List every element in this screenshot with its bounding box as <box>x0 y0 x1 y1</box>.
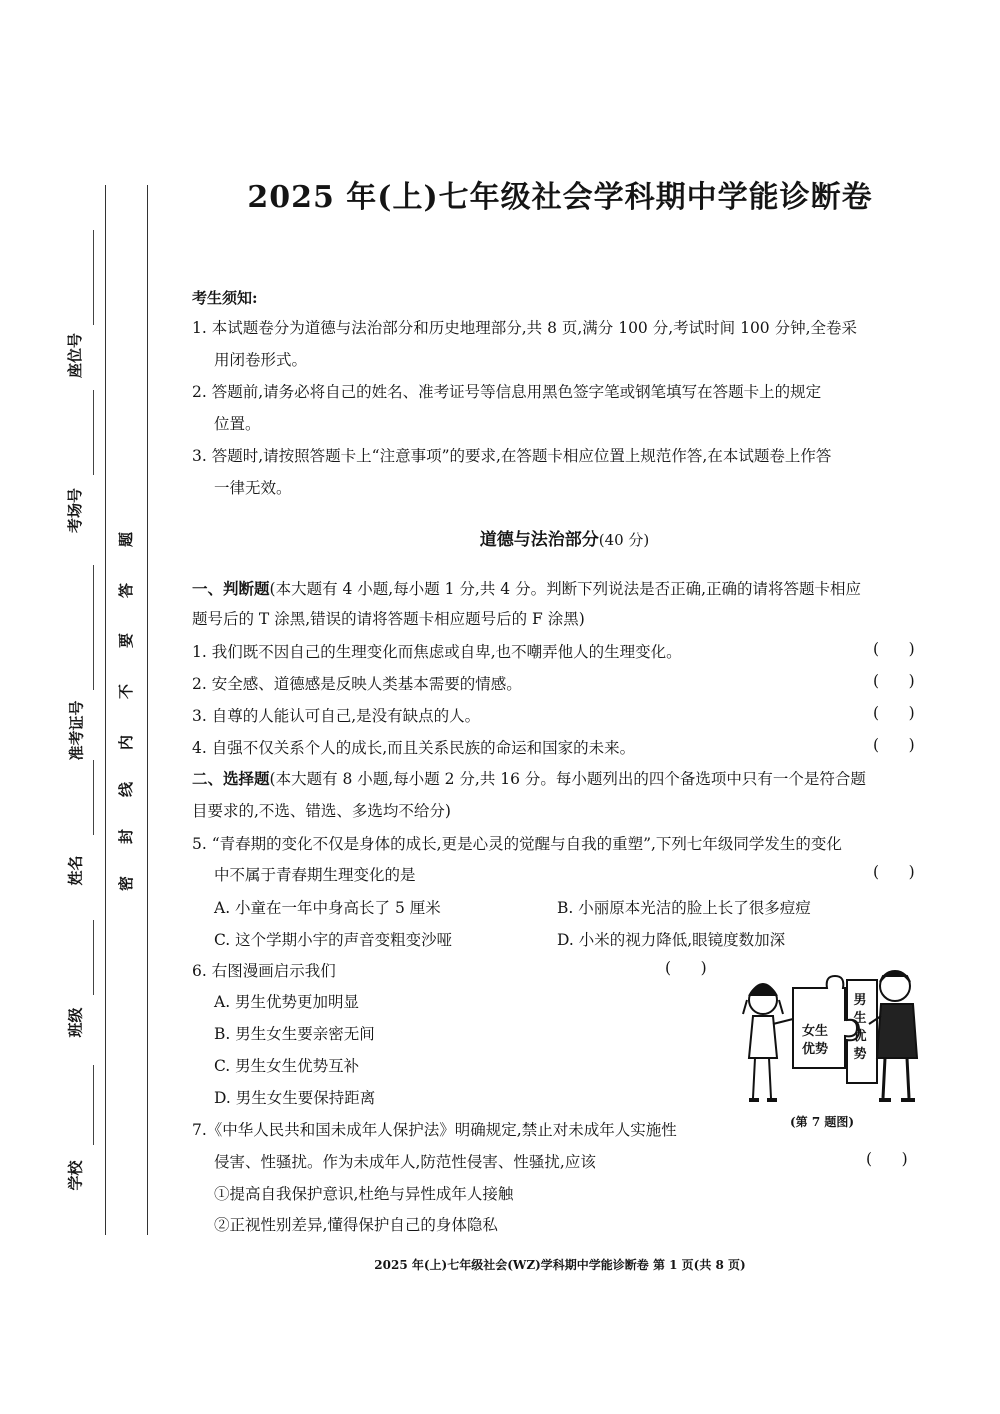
answer-bracket: ( ) <box>873 672 915 690</box>
notice-text: 3. 答题时,请按照答题卡上“注意事项”的要求,在答题卡相应位置上规范作答,在本试题卷上作答 <box>192 447 832 465</box>
notice-text: 2. 答题前,请务必将自己的姓名、准考证号等信息用黑色签字笔或钢笔填写在答题卡上的规定 <box>192 383 822 401</box>
question-7: 7.《中华人民共和国未成年人保护法》明确规定,禁止对未成年人实施性 <box>192 1121 677 1139</box>
boy-piece-text: 男 <box>853 993 867 1008</box>
class-label: 班级 <box>66 1007 85 1038</box>
answer-bracket: ( ) <box>873 640 915 658</box>
q5-option-a: A. 小童在一年中身高长了 5 厘米 <box>214 899 441 917</box>
section-name: 道德与法治部分 <box>479 530 599 550</box>
q5-option-b: B. 小丽原本光洁的脸上长了很多痘痘 <box>557 899 811 917</box>
notice-text: 一律无效。 <box>214 479 292 497</box>
ticket-label: 准考证号 <box>67 700 86 761</box>
boy-piece-label <box>849 992 871 1064</box>
question-6: 6. 右图漫画启示我们 <box>192 962 336 980</box>
boy-piece-text: 生 <box>853 1011 867 1026</box>
q6-option-d: D. 男生女生要保持距离 <box>214 1089 376 1107</box>
binding-line-inner <box>147 185 148 1235</box>
question-2: 2. 安全感、道德感是反映人类基本需要的情感。 <box>192 675 522 693</box>
girl-figure-icon <box>743 984 797 1100</box>
question-4: 4. 自强不仅关系个人的成长,而且关系民族的命运和国家的未来。 <box>192 739 636 757</box>
cartoon-caption: (第 7 题图) <box>790 1115 855 1129</box>
part1-heading: 一、判断题 <box>192 579 270 598</box>
question-1: 1. 我们既不因自己的生理变化而焦虑或自卑,也不嘲弄他人的生理变化。 <box>192 643 682 661</box>
binding-line-outer <box>105 185 106 1235</box>
school-fill-line <box>93 1065 94 1145</box>
part1-desc: (本大题有 4 小题,每小题 1 分,共 4 分。判断下列说法是否正确,正确的请将答题卡相应 <box>269 580 861 598</box>
section-title <box>192 525 937 550</box>
notice-heading: 考生须知: <box>192 289 258 307</box>
question-3: 3. 自尊的人能认可自己,是没有缺点的人。 <box>192 707 481 725</box>
q7-statement-2: ②正视性别差异,懂得保护自己的身体隐私 <box>214 1216 498 1234</box>
part2-desc-cont: 目要求的,不选、错选、多选均不给分) <box>192 802 451 820</box>
seal-text-char: 不 <box>117 683 136 700</box>
room-fill-line <box>93 390 94 475</box>
q5-option-d: D. 小米的视力降低,眼镜度数加深 <box>557 931 786 949</box>
name-fill-line <box>93 760 94 835</box>
boy-piece-text: 势 <box>853 1047 867 1062</box>
notice-text: 用闭卷形式。 <box>214 351 308 369</box>
part2-heading-line <box>192 767 866 789</box>
seal-text-char: 密 <box>117 875 136 892</box>
part2-heading: 二、选择题 <box>192 769 270 788</box>
seal-text-char: 封 <box>117 828 136 845</box>
notice-text: 1. 本试题卷分为道德与法治部分和历史地理部分,共 8 页,满分 100 分,考试时间 100 分钟,全卷采 <box>192 319 858 337</box>
q6-option-a: A. 男生优势更加明显 <box>214 993 360 1011</box>
name-label: 姓名 <box>66 855 85 886</box>
seal-text-char: 题 <box>117 531 136 548</box>
answer-bracket: ( ) <box>665 959 707 977</box>
girl-piece-text: 女生 <box>801 1024 828 1039</box>
answer-bracket: ( ) <box>873 736 915 754</box>
answer-bracket: ( ) <box>873 704 915 722</box>
seal-text-char: 答 <box>117 582 136 599</box>
seal-text-char: 内 <box>117 734 136 751</box>
ticket-fill-line <box>93 565 94 690</box>
girl-piece-text: 优势 <box>801 1042 828 1057</box>
answer-bracket: ( ) <box>873 863 915 881</box>
class-fill-line <box>93 920 94 995</box>
q6-option-b: B. 男生女生要亲密无间 <box>214 1025 375 1043</box>
q6-option-c: C. 男生女生优势互补 <box>214 1057 360 1075</box>
seat-label: 座位号 <box>66 332 85 379</box>
notice-text: 位置。 <box>214 415 261 433</box>
question-5: 5. “青春期的变化不仅是身体的成长,更是心灵的觉醒与自我的重塑”,下列七年级同学发生的变化 <box>192 835 842 853</box>
question-5-cont: 中不属于青春期生理变化的是 <box>214 866 416 884</box>
room-label: 考场号 <box>66 487 85 534</box>
page-title: 2025 年(上)七年级社会学科期中学能诊断卷 <box>247 180 873 215</box>
q7-statement-1: ①提高自我保护意识,杜绝与异性成年人接触 <box>214 1185 514 1203</box>
section-points: (40 分) <box>598 531 650 549</box>
boy-piece-text: 优 <box>853 1029 867 1044</box>
part1-heading-line <box>192 577 861 599</box>
part2-desc: (本大题有 8 小题,每小题 2 分,共 16 分。每小题列出的四个备选项中只有一个是符合题 <box>269 770 866 788</box>
q5-option-c: C. 这个学期小宇的声音变粗变沙哑 <box>214 931 453 949</box>
seal-text-char: 要 <box>117 632 136 649</box>
part1-desc-cont: 题号后的 T 涂黑,错误的请将答题卡相应题号后的 F 涂黑) <box>192 610 585 628</box>
question-7-cont: 侵害、性骚扰。作为未成年人,防范性侵害、性骚扰,应该 <box>214 1153 596 1171</box>
seat-fill-line <box>93 230 94 325</box>
girl-piece-label <box>790 1023 840 1059</box>
seal-text-char: 线 <box>117 781 136 798</box>
answer-bracket: ( ) <box>866 1150 908 1168</box>
page-footer: 2025 年(上)七年级社会(WZ)学科期中学能诊断卷 第 1 页(共 8 页) <box>374 1258 746 1272</box>
school-label: 学校 <box>66 1160 85 1191</box>
